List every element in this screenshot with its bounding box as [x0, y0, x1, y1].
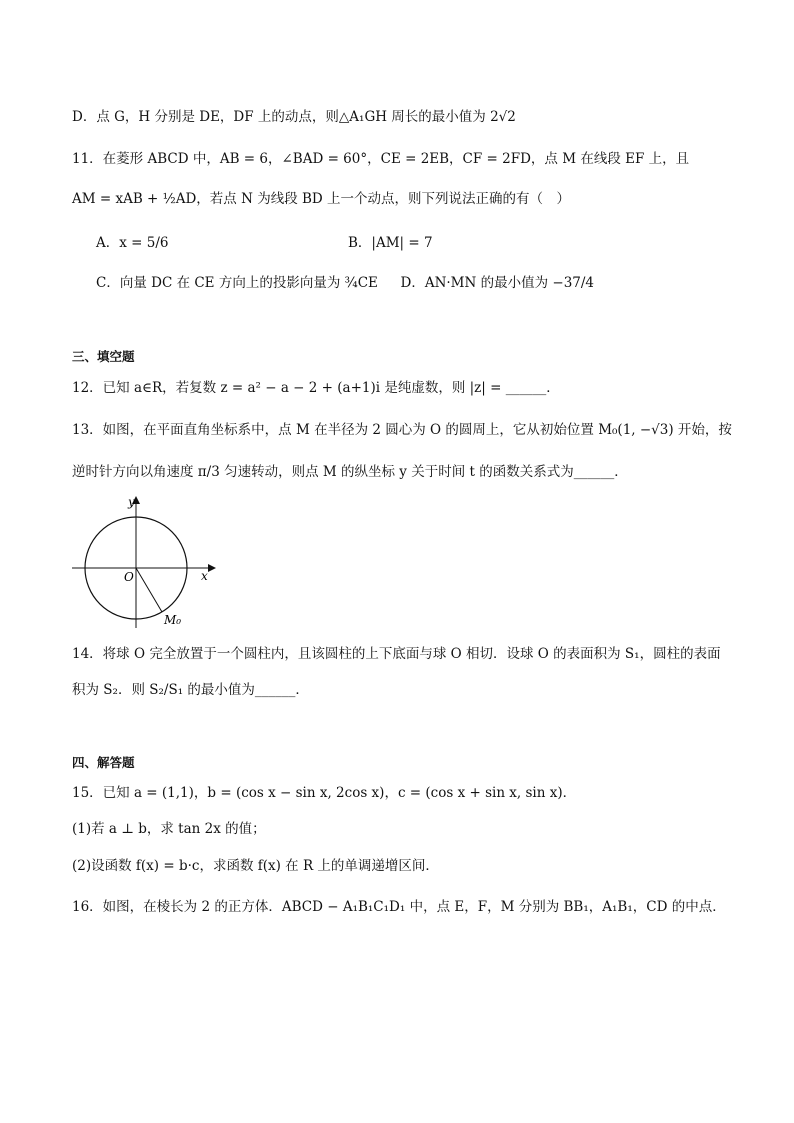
q13-line-1 — [72, 421, 732, 439]
q15-part-2-text: (2)设函数 f(x) = b·c，求函数 f(x) 在 R 上的单调递增区间． — [72, 858, 439, 874]
q16 — [72, 898, 726, 916]
section-3-title — [72, 348, 135, 366]
q14-line-2 — [72, 681, 309, 699]
q11-option-a-text: A．x = 5/6 — [96, 235, 169, 251]
q15-part-2 — [72, 857, 439, 875]
q11-option-b-text: B．|AM| = 7 — [348, 235, 433, 251]
q10-option-d-text: D．点 G，H 分别是 DE，DF 上的动点，则△A₁GH 周长的最小值为 2√2 — [72, 109, 516, 125]
q11-option-c-text: C．向量 DC 在 CE 方向上的投影向量为 ¾CE — [96, 275, 378, 291]
radius-om0 — [136, 568, 162, 612]
section-4-title — [72, 754, 135, 772]
x-axis-label: x — [201, 569, 208, 583]
q10-option-d — [72, 108, 516, 126]
q14-line-1-text: 14．将球 O 完全放置于一个圆柱内，且该圆柱的上下底面与球 O 相切．设球 O 的表面积为 S₁，圆柱的表面 — [72, 646, 721, 662]
q13-line-2-text: 逆时针方向以角速度 π/3 匀速转动，则点 M 的纵坐标 y 关于时间 t 的函数关系式为______． — [72, 464, 628, 480]
q12-text: 12．已知 a∈R，若复数 z = a² − a − 2 + (a+1)i 是纯虚数，则 |z| = ______． — [72, 380, 560, 396]
q15-stem-text: 15．已知 a = (1,1)，b = (cos x − sin x, 2cos x)，c = (cos x + sin x, sin x)． — [72, 785, 577, 801]
q13-line-1-text: 13．如图，在平面直角坐标系中，点 M 在半径为 2 圆心为 O 的圆周上，它从初始位置 M₀(1, −√3) 开始，按 — [72, 422, 732, 438]
q11-option-a — [96, 234, 168, 252]
q11-stem-line-1 — [72, 150, 689, 168]
q11-option-c-d — [96, 274, 594, 292]
q11-option-d-text: D．AN·MN 的最小值为 −37/4 — [400, 275, 595, 291]
origin-label: O — [124, 570, 134, 584]
y-axis-label: y — [128, 495, 135, 509]
q13-line-2 — [72, 463, 628, 481]
q11-option-b — [348, 234, 433, 252]
q12 — [72, 379, 560, 397]
q11-stem-line-2 — [72, 190, 570, 208]
unit-circle-figure — [70, 494, 220, 632]
q14-line-2-text: 积为 S₂．则 S₂/S₁ 的最小值为______． — [72, 682, 309, 698]
section-3-title-text: 三、填空题 — [72, 349, 135, 364]
q16-text: 16．如图，在棱长为 2 的正方体．ABCD − A₁B₁C₁D₁ 中，点 E，F，M 分别为 BB₁，A₁B₁，CD 的中点． — [72, 899, 726, 915]
q15-part-1 — [72, 820, 266, 838]
m0-label: M₀ — [164, 613, 182, 627]
q11-stem-1-text: 11．在菱形 ABCD 中，AB = 6，∠BAD = 60°，CE = 2EB，CF = 2FD，点 M 在线段 EF 上，且 — [72, 151, 690, 167]
q15-stem — [72, 784, 576, 802]
x-axis-arrow — [208, 564, 216, 572]
q15-part-1-text: (1)若 a ⊥ b，求 tan 2x 的值； — [72, 821, 266, 837]
q11-stem-2-text: AM = xAB + ½AD，若点 N 为线段 BD 上一个动点，则下列说法正确的有（ ） — [72, 191, 571, 207]
q14-line-1 — [72, 645, 721, 663]
section-4-title-text: 四、解答题 — [72, 755, 135, 770]
